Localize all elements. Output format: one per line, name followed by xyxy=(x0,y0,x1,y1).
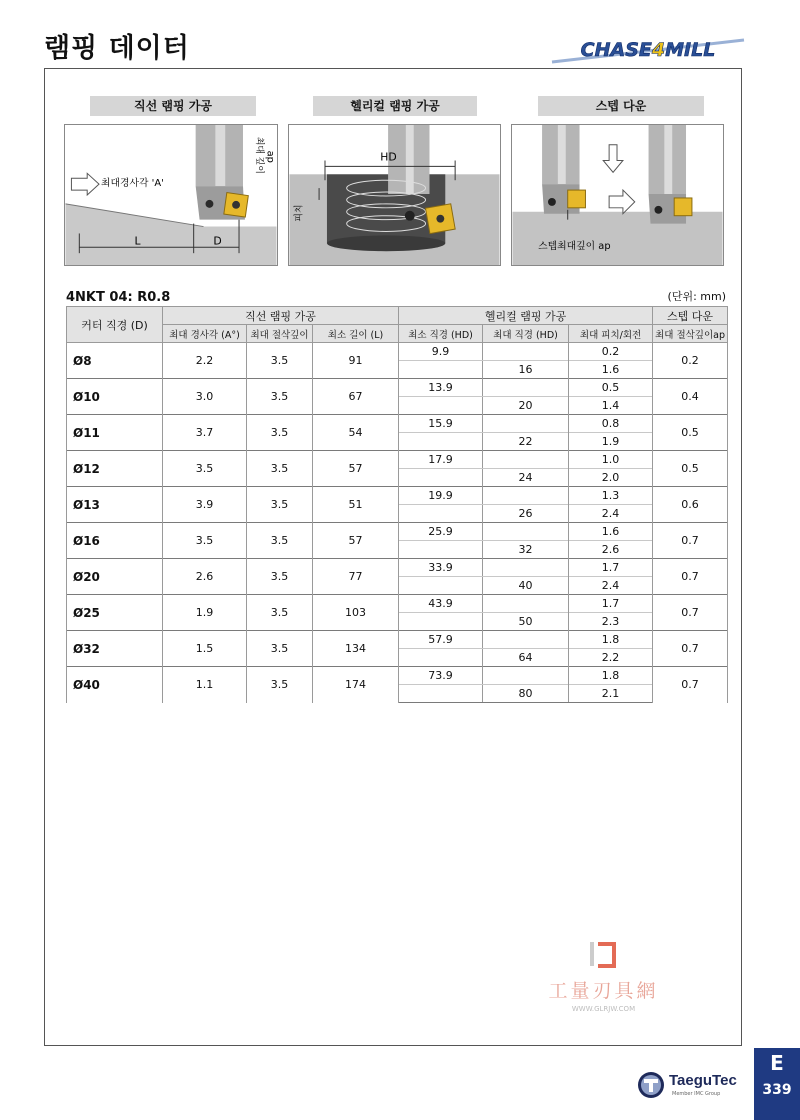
svg-text:CHASE4MILL xyxy=(581,39,716,61)
row-depth: 3.5 xyxy=(247,595,313,631)
row-step: 0.4 xyxy=(653,379,728,415)
section-letter: E xyxy=(770,1051,784,1075)
table-title: 4NKT 04: R0.8 xyxy=(66,290,171,305)
row-length: 57 xyxy=(313,523,399,559)
row-step: 0.2 xyxy=(653,343,728,379)
row-dia: Ø12 xyxy=(67,451,163,487)
annotation-L: L xyxy=(134,234,141,248)
row-max-hd: 64 xyxy=(483,649,569,667)
row-min-hd: 73.9 xyxy=(399,667,483,685)
row-pitch-1: 0.8 xyxy=(569,415,653,433)
row-step: 0.7 xyxy=(653,667,728,703)
header-helical: 헬리컬 램핑 가공 xyxy=(399,307,653,325)
row-dia: Ø8 xyxy=(67,343,163,379)
row-step: 0.5 xyxy=(653,451,728,487)
row-pitch-2: 2.1 xyxy=(569,685,653,703)
ramping-data-table xyxy=(66,306,728,703)
chase4mill-logo xyxy=(548,34,748,66)
row-min-hd: 43.9 xyxy=(399,595,483,613)
annotation-pitch: 피치 xyxy=(294,204,305,222)
row-depth: 3.5 xyxy=(247,523,313,559)
company-name: TaeguTec xyxy=(669,1072,737,1089)
header-max-angle: 최대 경사각 (A°) xyxy=(163,325,247,343)
row-min-hd: 9.9 xyxy=(399,343,483,361)
row-length: 103 xyxy=(313,595,399,631)
row-pitch-1: 0.5 xyxy=(569,379,653,397)
brand-suffix: MILL xyxy=(665,39,716,61)
row-depth: 3.5 xyxy=(247,559,313,595)
row-step: 0.7 xyxy=(653,523,728,559)
row-step: 0.5 xyxy=(653,415,728,451)
annotation-ap: ap xyxy=(264,150,276,163)
row-max-hd: 50 xyxy=(483,613,569,631)
row-dia: Ø13 xyxy=(67,487,163,523)
row-dia: Ø10 xyxy=(67,379,163,415)
row-dia: Ø20 xyxy=(67,559,163,595)
row-min-hd: 19.9 xyxy=(399,487,483,505)
row-dia: Ø11 xyxy=(67,415,163,451)
row-pitch-2: 2.0 xyxy=(569,469,653,487)
row-angle: 3.0 xyxy=(163,379,247,415)
row-length: 51 xyxy=(313,487,399,523)
row-max-hd: 20 xyxy=(483,397,569,415)
annotation-HD: HD xyxy=(380,150,397,164)
row-step: 0.7 xyxy=(653,631,728,667)
row-min-hd: 13.9 xyxy=(399,379,483,397)
row-angle: 2.2 xyxy=(163,343,247,379)
row-angle: 3.5 xyxy=(163,523,247,559)
row-max-hd: 80 xyxy=(483,685,569,703)
row-angle: 3.7 xyxy=(163,415,247,451)
taegutec-logo xyxy=(636,1068,748,1102)
row-pitch-1: 1.7 xyxy=(569,595,653,613)
header-step: 스텝 다운 xyxy=(653,307,728,325)
row-angle: 1.5 xyxy=(163,631,247,667)
row-depth: 3.5 xyxy=(247,667,313,703)
row-dia: Ø25 xyxy=(67,595,163,631)
row-depth: 3.5 xyxy=(247,343,313,379)
diagram-label-step: 스텝 다운 xyxy=(538,96,704,116)
row-angle: 1.9 xyxy=(163,595,247,631)
row-pitch-1: 1.8 xyxy=(569,667,653,685)
row-angle: 3.9 xyxy=(163,487,247,523)
brand-prefix: CHASE xyxy=(580,39,652,61)
watermark xyxy=(536,940,671,1016)
row-angle: 1.1 xyxy=(163,667,247,703)
row-pitch-2: 2.6 xyxy=(569,541,653,559)
helical-ramping-diagram xyxy=(288,124,501,266)
row-length: 77 xyxy=(313,559,399,595)
row-pitch-1: 1.8 xyxy=(569,631,653,649)
row-length: 91 xyxy=(313,343,399,379)
row-max-hd: 22 xyxy=(483,433,569,451)
header-max-depth: 최대 절삭깊이 xyxy=(247,325,313,343)
row-length: 67 xyxy=(313,379,399,415)
brand-digit: 4 xyxy=(651,39,666,61)
annotation-angle: 최대경사각 'A' xyxy=(101,178,164,190)
row-pitch-2: 1.6 xyxy=(569,361,653,379)
taegutec-emblem-icon xyxy=(636,1070,666,1100)
row-dia: Ø32 xyxy=(67,631,163,667)
row-min-hd: 17.9 xyxy=(399,451,483,469)
row-length: 54 xyxy=(313,415,399,451)
row-max-hd: 24 xyxy=(483,469,569,487)
header-cutter-dia: 커터 직경 (D) xyxy=(67,307,163,343)
row-pitch-1: 0.2 xyxy=(569,343,653,361)
row-pitch-2: 2.2 xyxy=(569,649,653,667)
watermark-name: 工量刃具網 xyxy=(548,980,659,1002)
diagram-label-linear: 직선 램핑 가공 xyxy=(90,96,256,116)
row-pitch-1: 1.6 xyxy=(569,523,653,541)
row-pitch-2: 2.3 xyxy=(569,613,653,631)
unit-label: (단위: mm) xyxy=(667,290,726,303)
header-min-hd: 최소 직경 (HD) xyxy=(399,325,483,343)
header-linear: 직선 램핑 가공 xyxy=(163,307,399,325)
row-min-hd: 57.9 xyxy=(399,631,483,649)
row-depth: 3.5 xyxy=(247,415,313,451)
diagram-label-helical: 헬리컬 램핑 가공 xyxy=(313,96,477,116)
header-step-depth: 최대 절삭깊이ap xyxy=(653,325,728,343)
row-depth: 3.5 xyxy=(247,379,313,415)
row-dia: Ø40 xyxy=(67,667,163,703)
row-max-hd: 16 xyxy=(483,361,569,379)
row-pitch-1: 1.0 xyxy=(569,451,653,469)
row-max-hd: 40 xyxy=(483,577,569,595)
page-title: 램핑 데이터 xyxy=(44,33,190,64)
row-step: 0.7 xyxy=(653,559,728,595)
row-min-hd: 33.9 xyxy=(399,559,483,577)
header-max-pitch: 최대 피치/회전 xyxy=(569,325,653,343)
row-min-hd: 15.9 xyxy=(399,415,483,433)
row-angle: 3.5 xyxy=(163,451,247,487)
row-length: 134 xyxy=(313,631,399,667)
annotation-D: D xyxy=(213,234,222,248)
row-pitch-1: 1.3 xyxy=(569,487,653,505)
step-down-diagram xyxy=(511,124,724,266)
row-depth: 3.5 xyxy=(247,487,313,523)
annotation-step-depth: 스텝최대깊이 ap xyxy=(538,241,611,253)
section-tab xyxy=(754,1048,800,1120)
annotation-depth: 최대 깊이 xyxy=(253,136,264,174)
header-max-hd: 최대 직경 (HD) xyxy=(483,325,569,343)
row-step: 0.7 xyxy=(653,595,728,631)
row-pitch-2: 2.4 xyxy=(569,505,653,523)
row-length: 57 xyxy=(313,451,399,487)
row-depth: 3.5 xyxy=(247,631,313,667)
company-sub: Member IMC Group xyxy=(672,1091,721,1097)
row-dia: Ø16 xyxy=(67,523,163,559)
watermark-logo-icon xyxy=(584,940,624,970)
row-pitch-2: 2.4 xyxy=(569,577,653,595)
row-pitch-1: 1.7 xyxy=(569,559,653,577)
row-angle: 2.6 xyxy=(163,559,247,595)
row-min-hd: 25.9 xyxy=(399,523,483,541)
row-step: 0.6 xyxy=(653,487,728,523)
row-depth: 3.5 xyxy=(247,451,313,487)
row-length: 174 xyxy=(313,667,399,703)
row-pitch-2: 1.9 xyxy=(569,433,653,451)
row-max-hd: 26 xyxy=(483,505,569,523)
linear-ramping-diagram xyxy=(64,124,278,266)
header-min-length: 최소 길이 (L) xyxy=(313,325,399,343)
row-max-hd: 32 xyxy=(483,541,569,559)
watermark-url: WWW.GLRJW.COM xyxy=(571,1005,636,1013)
row-pitch-2: 1.4 xyxy=(569,397,653,415)
page-number: 339 xyxy=(762,1082,792,1098)
